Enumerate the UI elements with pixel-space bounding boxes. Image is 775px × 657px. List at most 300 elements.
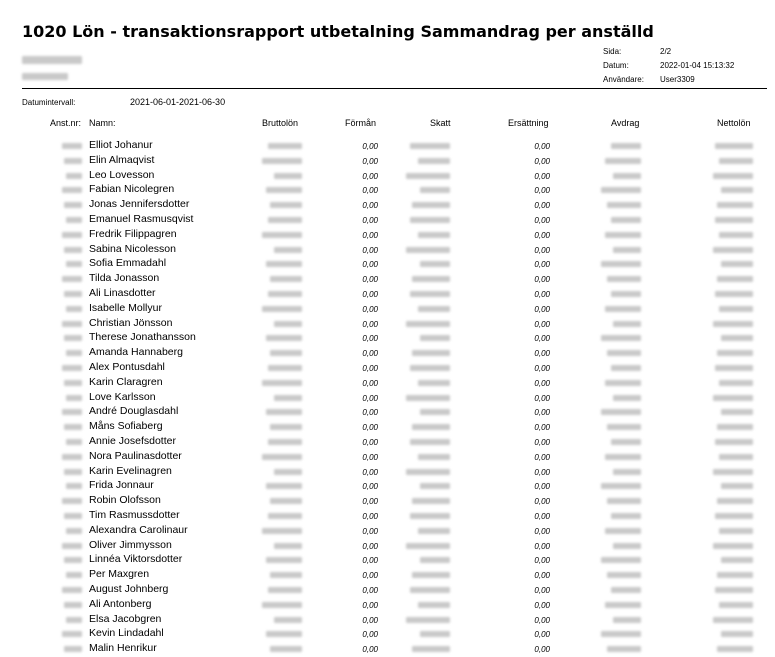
redacted-tax <box>406 395 450 401</box>
benefit-value: 0,00 <box>362 408 378 418</box>
redacted-tax <box>420 483 450 489</box>
redacted-emp-no <box>66 572 82 578</box>
redacted-net <box>715 365 753 371</box>
redacted-deduction <box>601 187 641 193</box>
col-benefit: Förmån <box>345 118 377 128</box>
redacted-gross <box>274 321 302 327</box>
redacted-net <box>721 557 753 563</box>
redacted-gross <box>266 483 302 489</box>
employee-name: Per Maxgren <box>89 568 150 581</box>
employee-name: Jonas Jennifersdotter <box>89 198 190 211</box>
redacted-deduction <box>607 498 641 504</box>
redacted-gross <box>270 202 302 208</box>
redacted-emp-no <box>66 306 82 312</box>
employee-name: Malin Henrikur <box>89 642 157 655</box>
table-row <box>0 376 775 391</box>
compensation-value: 0,00 <box>534 556 550 566</box>
redacted-tax <box>412 350 450 356</box>
col-gross: Bruttolön <box>262 118 299 128</box>
redacted-deduction <box>607 646 641 652</box>
redacted-emp-no <box>66 217 82 223</box>
benefit-value: 0,00 <box>362 349 378 359</box>
employee-name: Emanuel Rasmusqvist <box>89 213 194 225</box>
redacted-net <box>719 454 753 460</box>
benefit-value: 0,00 <box>362 378 378 388</box>
redacted-deduction <box>613 173 641 179</box>
redacted-emp-no <box>64 291 82 297</box>
benefit-value: 0,00 <box>362 364 378 373</box>
compensation-value: 0,00 <box>534 260 550 270</box>
redacted-net <box>719 528 753 534</box>
employee-name: Love Karlsson <box>89 390 156 403</box>
redacted-tax <box>410 143 450 149</box>
table-row <box>0 139 775 154</box>
table-row <box>0 405 775 420</box>
benefit-value: 0,00 <box>362 230 378 240</box>
redacted-gross <box>270 498 302 504</box>
redacted-tax <box>412 572 450 578</box>
redacted-deduction <box>611 587 641 593</box>
redacted-gross <box>268 143 302 149</box>
redacted-emp-no <box>62 143 82 149</box>
redacted-gross <box>266 261 302 267</box>
redacted-tax <box>418 528 450 534</box>
redacted-deduction <box>607 424 641 430</box>
redacted-deduction <box>611 365 641 371</box>
table-row <box>0 257 775 272</box>
employee-name: Isabelle Mollyur <box>89 301 162 314</box>
redacted-net <box>721 261 753 267</box>
employee-name: Elin Almaqvist <box>89 153 155 166</box>
redacted-emp-no <box>64 646 82 652</box>
col-deduction: Avdrag <box>611 118 640 128</box>
redacted-gross <box>274 173 302 179</box>
compensation-value: 0,00 <box>534 304 550 314</box>
benefit-value: 0,00 <box>362 541 378 551</box>
page-value: 2/2 <box>660 47 672 56</box>
benefit-value: 0,00 <box>362 526 378 536</box>
redacted-deduction <box>607 572 641 578</box>
redacted-net <box>721 187 753 193</box>
redacted-net <box>717 498 753 504</box>
table-row <box>0 598 775 613</box>
redacted-tax <box>406 247 450 253</box>
compensation-value: 0,00 <box>534 290 550 299</box>
redacted-gross <box>268 365 302 371</box>
redacted-emp-no <box>64 557 82 563</box>
benefit-value: 0,00 <box>362 615 378 625</box>
redacted-emp-no <box>64 424 82 430</box>
table-row <box>0 302 775 317</box>
redacted-net <box>719 232 753 238</box>
redacted-deduction <box>611 291 641 297</box>
compensation-value: 0,00 <box>534 319 550 329</box>
table-row <box>0 420 775 435</box>
redacted-tax <box>418 602 450 608</box>
redacted-emp-no <box>64 335 82 341</box>
redacted-tax <box>418 380 450 386</box>
compensation-value: 0,00 <box>534 645 550 655</box>
col-emp-no: Anst.nr: <box>50 118 82 128</box>
benefit-value: 0,00 <box>362 512 378 521</box>
redacted-gross <box>274 543 302 549</box>
redacted-gross <box>262 602 302 608</box>
header-divider <box>22 88 767 89</box>
redacted-emp-no <box>62 232 82 238</box>
redacted-tax <box>418 454 450 460</box>
redacted-deduction <box>605 158 641 164</box>
col-name: Namn: <box>89 118 116 128</box>
benefit-value: 0,00 <box>362 290 378 299</box>
redacted-net <box>715 439 753 445</box>
redacted-net <box>721 631 753 637</box>
redacted-net <box>713 469 753 475</box>
employee-name: Fredrik Filippagren <box>89 227 177 240</box>
benefit-value: 0,00 <box>362 186 378 196</box>
employee-name: Therese Jonathansson <box>89 331 196 344</box>
redacted-emp-no <box>62 631 82 637</box>
redacted-emp-no <box>62 365 82 371</box>
table-row <box>0 243 775 258</box>
redacted-emp-no <box>66 528 82 534</box>
redacted-net <box>717 202 753 208</box>
compensation-value: 0,00 <box>534 171 550 181</box>
redacted-tax <box>420 557 450 563</box>
redacted-emp-no <box>64 202 82 208</box>
redacted-deduction <box>613 543 641 549</box>
redacted-tax <box>406 469 450 475</box>
compensation-value: 0,00 <box>534 378 550 388</box>
redacted-deduction <box>607 276 641 282</box>
employee-name: Sabina Nicolesson <box>89 242 176 255</box>
page-label: Sida: <box>603 47 622 56</box>
redacted-emp-no <box>64 158 82 164</box>
employee-name: Elliot Johanur <box>89 139 153 151</box>
compensation-value: 0,00 <box>534 349 550 359</box>
redacted-gross <box>262 158 302 164</box>
table-row <box>0 154 775 169</box>
compensation-value: 0,00 <box>534 600 550 610</box>
table-row <box>0 627 775 642</box>
benefit-value: 0,00 <box>362 304 378 314</box>
table-row <box>0 317 775 332</box>
compensation-value: 0,00 <box>534 438 550 447</box>
redacted-emp-no <box>64 602 82 608</box>
redacted-tax <box>412 424 450 430</box>
benefit-value: 0,00 <box>362 260 378 270</box>
redacted-emp-no <box>62 187 82 193</box>
redacted-net <box>715 217 753 223</box>
redacted-emp-no <box>66 261 82 267</box>
interval-value: 2021-06-01-2021-06-30 <box>130 97 226 107</box>
table-row <box>0 228 775 243</box>
redacted-gross <box>266 187 302 193</box>
employee-name: Sofia Emmadahl <box>89 257 167 270</box>
table-row <box>0 568 775 583</box>
compensation-value: 0,00 <box>534 230 550 240</box>
compensation-value: 0,00 <box>534 408 550 418</box>
redacted-net <box>713 247 753 253</box>
redacted-emp-no <box>64 380 82 386</box>
compensation-value: 0,00 <box>534 245 550 255</box>
redacted-emp-no <box>66 173 82 179</box>
user-value: User3309 <box>660 75 695 84</box>
redacted-tax <box>420 187 450 193</box>
redacted-deduction <box>605 454 641 460</box>
redacted-net <box>717 646 753 652</box>
redacted-deduction <box>607 202 641 208</box>
employee-name: Amanda Hannaberg <box>89 346 183 359</box>
table-row <box>0 583 775 598</box>
redacted-emp-no <box>62 321 82 327</box>
redacted-deduction <box>601 557 641 563</box>
employee-name: André Douglasdahl <box>89 405 179 418</box>
table-row <box>0 391 775 406</box>
employee-name: Karin Claragren <box>89 375 163 388</box>
redacted-net <box>713 543 753 549</box>
employee-name: Linnéa Viktorsdotter <box>89 553 183 566</box>
redacted-emp-no <box>66 395 82 401</box>
table-row <box>0 613 775 628</box>
employee-name: Alexandra Carolinaur <box>89 523 188 536</box>
table-row <box>0 509 775 524</box>
redacted-tax <box>420 261 450 267</box>
redacted-tax <box>410 513 450 519</box>
table-row <box>0 331 775 346</box>
compensation-value: 0,00 <box>534 452 550 462</box>
redacted-deduction <box>607 350 641 356</box>
compensation-value: 0,00 <box>534 586 550 595</box>
redacted-tax <box>412 498 450 504</box>
redacted-deduction <box>613 469 641 475</box>
table-row <box>0 450 775 465</box>
employee-name: Tim Rasmussdotter <box>89 509 180 521</box>
benefit-value: 0,00 <box>362 586 378 595</box>
redacted-company-name <box>22 56 82 64</box>
redacted-tax <box>406 321 450 327</box>
employee-name: Ali Antonberg <box>89 597 152 610</box>
redacted-tax <box>420 335 450 341</box>
redacted-emp-no <box>62 409 82 415</box>
redacted-tax <box>410 291 450 297</box>
compensation-value: 0,00 <box>534 216 550 225</box>
redacted-emp-no <box>66 350 82 356</box>
redacted-emp-no <box>62 543 82 549</box>
table-row <box>0 494 775 509</box>
redacted-gross <box>270 572 302 578</box>
redacted-emp-no <box>64 513 82 519</box>
benefit-value: 0,00 <box>362 630 378 640</box>
redacted-gross <box>270 424 302 430</box>
table-row <box>0 642 775 657</box>
redacted-tax <box>406 173 450 179</box>
redacted-tax <box>418 232 450 238</box>
compensation-value: 0,00 <box>534 186 550 196</box>
interval-label: Datumintervall: <box>22 98 76 107</box>
benefit-value: 0,00 <box>362 393 378 403</box>
table-row <box>0 169 775 184</box>
compensation-value: 0,00 <box>534 275 550 285</box>
redacted-gross <box>274 469 302 475</box>
table-row <box>0 361 775 376</box>
redacted-gross <box>268 439 302 445</box>
benefit-value: 0,00 <box>362 275 378 285</box>
benefit-value: 0,00 <box>362 571 378 581</box>
benefit-value: 0,00 <box>362 482 378 492</box>
employee-name: Måns Sofiaberg <box>89 420 163 433</box>
redacted-net <box>713 321 753 327</box>
table-row <box>0 213 775 228</box>
benefit-value: 0,00 <box>362 467 378 477</box>
benefit-value: 0,00 <box>362 216 378 225</box>
employee-name: Fabian Nicolegren <box>89 183 175 196</box>
redacted-emp-no <box>62 587 82 593</box>
redacted-gross <box>270 276 302 282</box>
redacted-tax <box>418 306 450 312</box>
employee-name: Elsa Jacobgren <box>89 612 162 625</box>
redacted-net <box>715 587 753 593</box>
table-row <box>0 465 775 480</box>
redacted-net <box>713 395 753 401</box>
redacted-deduction <box>611 513 641 519</box>
col-compensation: Ersättning <box>508 118 549 128</box>
benefit-value: 0,00 <box>362 171 378 181</box>
benefit-value: 0,00 <box>362 556 378 566</box>
redacted-company-number <box>22 73 68 80</box>
redacted-deduction <box>611 217 641 223</box>
redacted-net <box>717 276 753 282</box>
benefit-value: 0,00 <box>362 201 378 211</box>
redacted-tax <box>406 543 450 549</box>
redacted-deduction <box>601 335 641 341</box>
table-row <box>0 183 775 198</box>
redacted-deduction <box>601 409 641 415</box>
redacted-gross <box>268 587 302 593</box>
redacted-deduction <box>601 483 641 489</box>
compensation-value: 0,00 <box>534 482 550 492</box>
redacted-deduction <box>613 617 641 623</box>
benefit-value: 0,00 <box>362 319 378 329</box>
redacted-tax <box>420 631 450 637</box>
redacted-net <box>721 335 753 341</box>
redacted-gross <box>266 557 302 563</box>
redacted-emp-no <box>66 439 82 445</box>
table-row <box>0 346 775 361</box>
col-net: Nettolön <box>717 118 751 128</box>
employee-name: Alex Pontusdahl <box>89 361 165 373</box>
employee-name: Leo Lovesson <box>89 168 155 181</box>
compensation-value: 0,00 <box>534 571 550 581</box>
benefit-value: 0,00 <box>362 142 378 151</box>
redacted-deduction <box>605 232 641 238</box>
redacted-tax <box>406 617 450 623</box>
redacted-emp-no <box>66 483 82 489</box>
redacted-tax <box>412 646 450 652</box>
table-row <box>0 539 775 554</box>
compensation-value: 0,00 <box>534 615 550 625</box>
compensation-value: 0,00 <box>534 630 550 640</box>
user-label: Användare: <box>603 75 644 84</box>
redacted-net <box>717 572 753 578</box>
redacted-deduction <box>601 261 641 267</box>
redacted-net <box>719 602 753 608</box>
employee-name: Annie Josefsdotter <box>89 435 176 447</box>
redacted-deduction <box>605 602 641 608</box>
benefit-value: 0,00 <box>362 245 378 255</box>
redacted-net <box>715 291 753 297</box>
benefit-value: 0,00 <box>362 438 378 447</box>
employee-name: Robin Olofsson <box>89 494 161 507</box>
redacted-tax <box>410 439 450 445</box>
redacted-gross <box>270 350 302 356</box>
employee-name: August Johnberg <box>89 583 169 595</box>
redacted-gross <box>262 232 302 238</box>
date-value: 2022-01-04 15:13:32 <box>660 61 735 70</box>
redacted-tax <box>412 276 450 282</box>
compensation-value: 0,00 <box>534 541 550 551</box>
table-row <box>0 479 775 494</box>
redacted-gross <box>266 335 302 341</box>
employee-name: Kevin Lindadahl <box>89 627 164 640</box>
date-label: Datum: <box>603 61 629 70</box>
redacted-net <box>719 306 753 312</box>
col-tax: Skatt <box>430 118 451 128</box>
redacted-net <box>715 143 753 149</box>
compensation-value: 0,00 <box>534 393 550 403</box>
redacted-emp-no <box>62 276 82 282</box>
redacted-gross <box>262 528 302 534</box>
report-title: 1020 Lön - transaktionsrapport utbetalning Sammandrag per anställd <box>22 22 654 41</box>
employee-name: Nora Paulinasdotter <box>89 449 182 462</box>
redacted-gross <box>268 513 302 519</box>
employee-name: Karin Evelinagren <box>89 464 172 477</box>
compensation-value: 0,00 <box>534 334 550 344</box>
employee-name: Frida Jonnaur <box>89 479 154 492</box>
table-row <box>0 272 775 287</box>
redacted-emp-no <box>64 247 82 253</box>
redacted-deduction <box>613 247 641 253</box>
employee-name: Tilda Jonasson <box>89 272 160 285</box>
redacted-deduction <box>601 631 641 637</box>
redacted-deduction <box>611 143 641 149</box>
employee-name: Ali Linasdotter <box>89 287 156 299</box>
redacted-net <box>713 617 753 623</box>
redacted-deduction <box>611 439 641 445</box>
compensation-value: 0,00 <box>534 142 550 151</box>
compensation-value: 0,00 <box>534 201 550 211</box>
redacted-net <box>717 350 753 356</box>
benefit-value: 0,00 <box>362 156 378 166</box>
redacted-net <box>713 173 753 179</box>
redacted-net <box>715 513 753 519</box>
redacted-gross <box>262 454 302 460</box>
redacted-emp-no <box>66 617 82 623</box>
compensation-value: 0,00 <box>534 526 550 536</box>
redacted-gross <box>262 306 302 312</box>
table-row <box>0 287 775 302</box>
table-row <box>0 435 775 450</box>
redacted-gross <box>268 291 302 297</box>
redacted-net <box>721 483 753 489</box>
employee-name: Christian Jönsson <box>89 316 173 329</box>
redacted-tax <box>420 409 450 415</box>
compensation-value: 0,00 <box>534 423 550 433</box>
redacted-deduction <box>613 321 641 327</box>
benefit-value: 0,00 <box>362 645 378 655</box>
table-row <box>0 553 775 568</box>
compensation-value: 0,00 <box>534 156 550 166</box>
redacted-gross <box>274 617 302 623</box>
